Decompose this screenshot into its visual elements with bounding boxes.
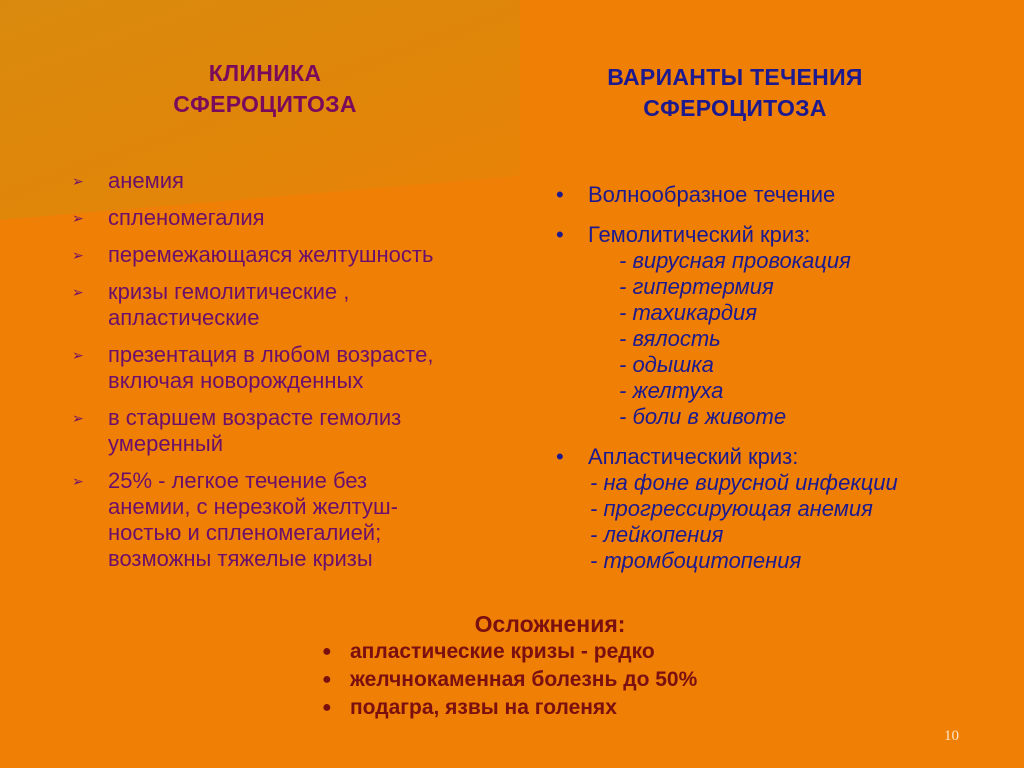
list-item-text: анемии, с нерезкой желтуш-: [108, 494, 398, 519]
left-title-line2: СФЕРОЦИТОЗА: [173, 91, 357, 117]
list-item: [556, 222, 996, 430]
arrow-bullet-icon: ➢: [72, 284, 84, 300]
clinic-list: [72, 168, 512, 583]
list-item-text: в старшем возрасте гемолиз: [108, 405, 402, 430]
right-title-line1: ВАРИАНТЫ ТЕЧЕНИЯ: [607, 64, 863, 90]
list-item-text: включая новорожденных: [108, 368, 364, 393]
sub-list: [588, 470, 996, 574]
left-title-line1: КЛИНИКА: [208, 60, 322, 86]
list-item: [320, 666, 840, 694]
variants-list: [556, 182, 996, 574]
sub-item: - вирусная провокация: [619, 248, 851, 273]
list-item-label: Волнообразное течение: [588, 182, 836, 207]
list-item: [72, 279, 512, 331]
sub-item: - боли в животе: [619, 404, 787, 429]
arrow-bullet-icon: ➢: [72, 347, 84, 363]
list-item: [556, 444, 996, 574]
list-item-label: Апластический криз:: [588, 444, 799, 469]
list-item-text: кризы гемолитические ,: [108, 279, 350, 304]
list-item-text: анемия: [108, 168, 184, 193]
bullet-dot-icon: •: [556, 444, 564, 469]
bullet-dot-icon: ●: [322, 671, 332, 688]
list-item-text: умеренный: [108, 431, 223, 456]
list-item-text: апластические: [108, 305, 260, 330]
sub-item: - тромбоцитопения: [590, 548, 802, 573]
complications-title: Осложнения:: [474, 611, 626, 637]
arrow-bullet-icon: ➢: [72, 210, 84, 226]
bullet-dot-icon: ●: [322, 699, 332, 716]
sub-item: - тахикардия: [619, 300, 757, 325]
list-item: [320, 694, 840, 722]
list-item-text: ностью и спленомегалией;: [108, 520, 382, 545]
bullet-dot-icon: •: [556, 182, 564, 207]
sub-item: - лейкопения: [590, 522, 724, 547]
bullet-dot-icon: •: [556, 222, 564, 247]
arrow-bullet-icon: ➢: [72, 410, 84, 426]
left-title: [120, 58, 410, 120]
sub-item: - на фоне вирусной инфекции: [590, 470, 898, 495]
list-item: [72, 205, 512, 231]
sub-item: - одышка: [619, 352, 714, 377]
sub-list: [588, 248, 996, 430]
complications-section: [320, 610, 840, 722]
list-item: [72, 468, 512, 572]
bullet-dot-icon: ●: [322, 643, 332, 660]
list-item-text: 25% - легкое течение без: [108, 468, 368, 493]
list-item-text: возможны тяжелые кризы: [108, 546, 373, 571]
list-item: [72, 242, 512, 268]
list-item-text: спленомегалия: [108, 205, 265, 230]
list-item: [320, 638, 840, 666]
list-item-label: Гемолитический криз:: [588, 222, 811, 247]
arrow-bullet-icon: ➢: [72, 473, 84, 489]
sub-item: - гипертермия: [619, 274, 774, 299]
arrow-bullet-icon: ➢: [72, 247, 84, 263]
list-item: [72, 168, 512, 194]
list-item-text: подагра, язвы на голенях: [350, 696, 617, 719]
sub-item: - желтуха: [619, 378, 724, 403]
list-item-text: апластические кризы - редко: [350, 640, 655, 663]
right-title: [545, 62, 925, 124]
list-item-text: перемежающаяся желтушность: [108, 242, 434, 267]
list-item-text: презентация в любом возрасте,: [108, 342, 434, 367]
right-title-line2: СФЕРОЦИТОЗА: [643, 95, 827, 121]
sub-item: - прогрессирующая анемия: [590, 496, 873, 521]
list-item: [556, 182, 996, 208]
list-item-text: желчнокаменная болезнь до 50%: [350, 668, 698, 691]
list-item: [72, 405, 512, 457]
arrow-bullet-icon: ➢: [72, 173, 84, 189]
list-item: [72, 342, 512, 394]
sub-item: - вялость: [619, 326, 721, 351]
page-number: 10: [944, 728, 959, 744]
